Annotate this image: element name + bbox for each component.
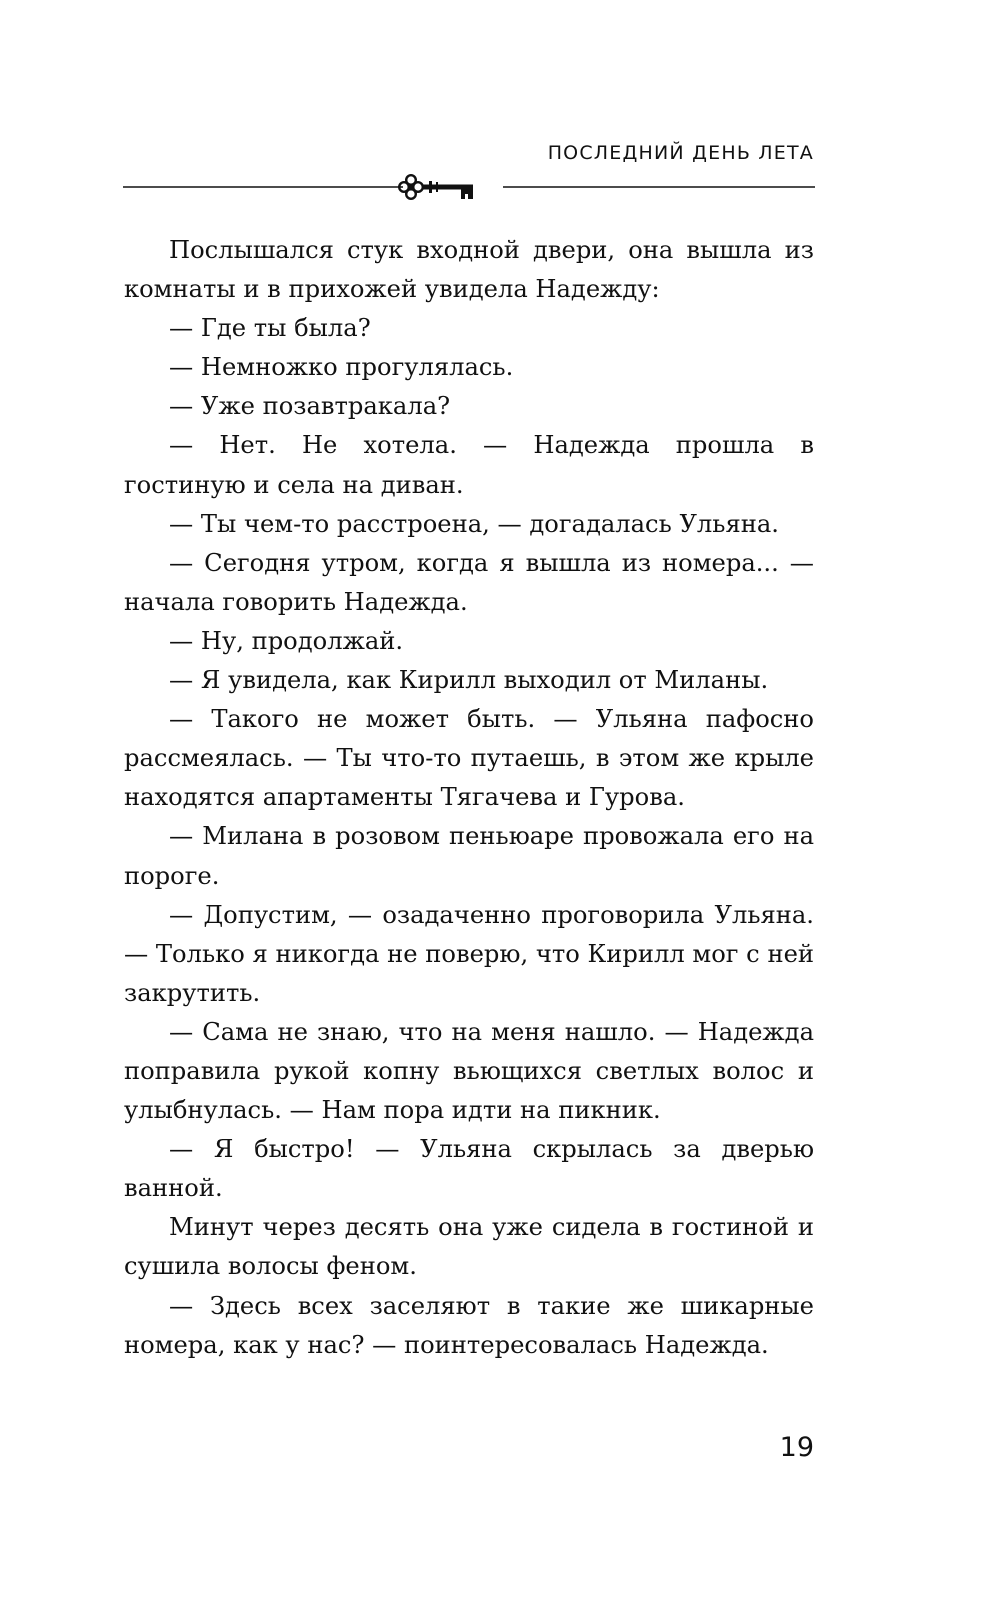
paragraph: — Я увидела, как Кирилл выходил от Миланы. [169,666,769,695]
paragraph: — Милана в розовом пеньюаре провожала его на пороге. [124,822,814,890]
paragraph: — Где ты была? [169,314,371,343]
paragraph: — Уже позавтракала? [169,392,451,421]
paragraph: — Я быстро! — Ульяна скрылась за дверью ванной. [124,1135,814,1203]
body-text [124,231,814,1365]
running-header: ПОСЛЕДНИЙ ДЕНЬ ЛЕТА [547,142,814,164]
header-rule-ornament [123,170,815,204]
paragraph: — Сегодня утром, когда я вышла из номера... — начала говорить Надежда. [124,548,814,616]
paragraph: — Такого не может быть. — Ульяна пафосно рассмеялась. — Ты что-то путаешь, в этом же крыле находятся апартаменты Тягачева и Гурова. [124,705,814,812]
paragraph: Послышался стук входной двери, она вышла из комнаты и в прихожей увидела Надежду: [124,236,814,304]
page-number: 19 [779,1432,814,1463]
paragraph: — Сама не знаю, что на меня нашло. — Надежда поправила рукой копну вьющихся светлых волос и улыбнулась. — Нам пора идти на пикник. [124,1017,814,1125]
key-shaft [423,181,473,199]
paragraph: Минут через десять она уже сидела в гостиной и сушила волосы феном. [124,1213,814,1281]
paragraph: — Немножко прогулялась. [169,353,514,382]
paragraph: — Ты чем-то расстроена, — догадалась Ульяна. [169,509,779,538]
paragraph: — Здесь всех заселяют в такие же шикарные номера, как у нас? — поинтересовалась Надежда. [124,1291,814,1359]
paragraph: — Ну, продолжай. [169,626,404,655]
paragraph: — Допустим, — озадаченно проговорила Ульяна. — Только я никогда не поверю, что Кирилл мог с ней закрутить. [124,900,814,1007]
paragraph: — Нет. Не хотела. — Надежда прошла в гостиную и села на диван. [124,431,814,499]
